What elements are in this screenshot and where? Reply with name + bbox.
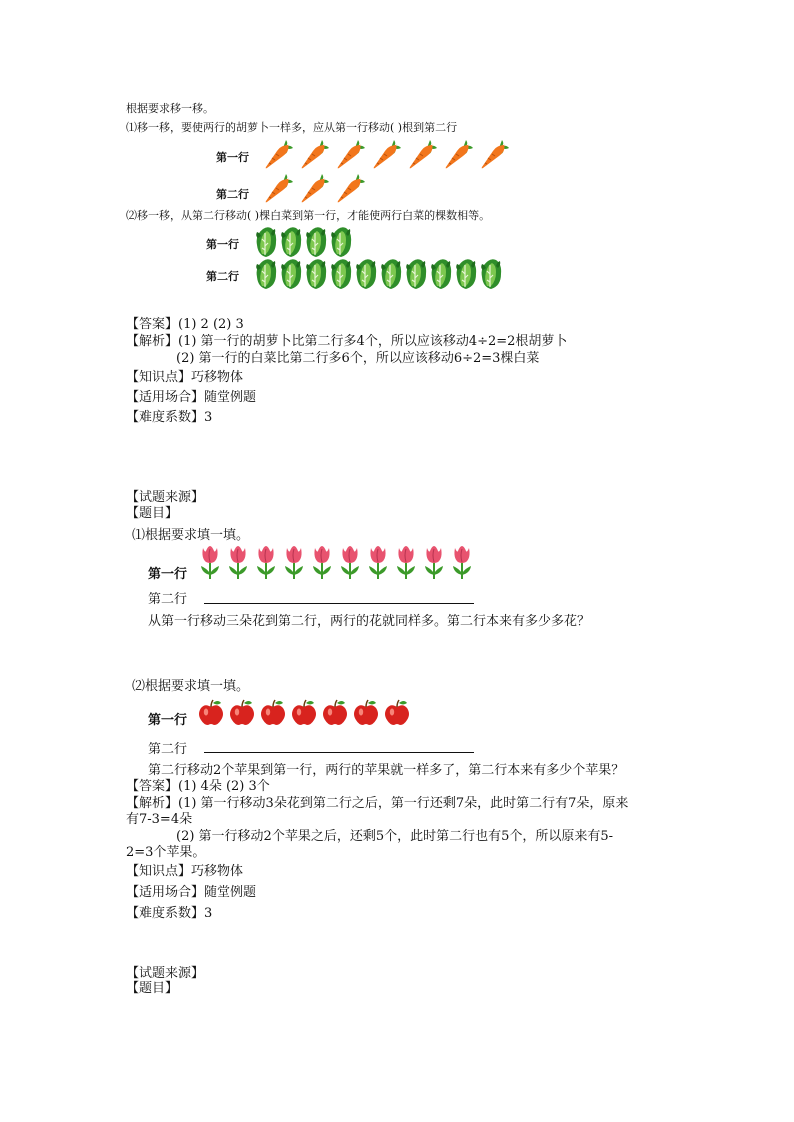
apple-row-1 [198,698,411,726]
carrot-icon [406,136,440,170]
carrot-icon [298,136,332,170]
fill-question-2: ⑵根据要求填一填。 [132,679,250,694]
fill-question-1: ⑴根据要求填一填。 [132,528,250,543]
carrot-icon [334,136,368,170]
cabbage-icon [304,224,328,258]
apple-icon [260,698,287,726]
analysis-1-line1: 【解析】(1) 第一行的胡萝卜比第二行多4个，所以应该移动4÷2=2根胡萝卜 [126,334,568,349]
flower-row-1 [198,545,474,579]
analysis-2-line3: (2) 第一行移动2个苹果之后，还剩5个，此时第二行也有5个，所以原来有5- [176,829,614,844]
apple-icon [384,698,411,726]
knowledge-point-1: 【知识点】巧移物体 [126,370,244,385]
answer-2: 【答案】(1) 4朵 (2) 3个 [126,779,270,794]
analysis-2-line2: 有7-3=4朵 [126,812,193,827]
tulip-icon [310,545,334,579]
carrot-row1-label: 第一行 [216,151,249,164]
apple-icon [291,698,318,726]
occasion-2: 【适用场合】随堂例题 [126,885,257,900]
apple-icon [198,698,225,726]
cabbage-icon [254,256,278,290]
cabbage-row1-label: 第一行 [206,238,239,251]
difficulty-1: 【难度系数】3 [126,410,213,425]
analysis-2-line4: 2=3个苹果。 [126,845,206,860]
occasion-1: 【适用场合】随堂例题 [126,390,257,405]
title-3: 【题目】 [126,981,179,996]
analysis-2-line1: 【解析】(1) 第一行移动3朵花到第二行之后，第一行还剩7朵，此时第二行有7朵，原来 [126,796,629,811]
question-1-text: ⑴移一移，要使两行的胡萝卜一样多，应从第一行移动( )根到第二行 [126,121,458,134]
carrot-icon [370,136,404,170]
source-2: 【试题来源】 [126,490,205,505]
cabbage-icon [379,256,403,290]
cabbage-icon [329,224,353,258]
apple-question-text: 第二行移动2个苹果到第一行，两行的苹果就一样多了，第二行本来有多少个苹果？ [148,763,625,778]
tulip-icon [254,545,278,579]
cabbage-icon [254,224,278,258]
cabbage-row2-label: 第二行 [206,270,239,283]
cabbage-icon [279,256,303,290]
carrot-row-1 [262,136,512,170]
analysis-1-line2: (2) 第一行的白菜比第二行多6个，所以应该移动6÷2=3棵白菜 [176,351,540,366]
intro-text: 根据要求移一移。 [126,102,214,115]
cabbage-icon [279,224,303,258]
knowledge-point-2: 【知识点】巧移物体 [126,864,244,879]
flower-row1-label: 第一行 [148,567,188,582]
difficulty-2: 【难度系数】3 [126,906,213,921]
apple-row1-label: 第一行 [148,713,188,728]
carrot-row2-label: 第二行 [216,188,249,201]
answer-1: 【答案】(1) 2 (2) 3 [126,317,244,332]
tulip-icon [282,545,306,579]
cabbage-icon [404,256,428,290]
carrot-icon [262,170,296,204]
cabbage-icon [304,256,328,290]
cabbage-row-2 [254,256,503,290]
tulip-icon [226,545,250,579]
apple-icon [322,698,349,726]
cabbage-row-1 [254,224,353,258]
carrot-icon [262,136,296,170]
tulip-icon [422,545,446,579]
apple-answer-line[interactable] [204,752,474,753]
flower-question-text: 从第一行移动三朵花到第二行，两行的花就同样多。第二行本来有多少多花？ [148,614,591,629]
source-3: 【试题来源】 [126,966,205,981]
cabbage-icon [429,256,453,290]
tulip-icon [450,545,474,579]
tulip-icon [366,545,390,579]
question-2-text: ⑵移一移，从第二行移动( )棵白菜到第一行，才能使两行白菜的棵数相等。 [126,209,491,222]
cabbage-icon [329,256,353,290]
title-2: 【题目】 [126,506,179,521]
cabbage-icon [354,256,378,290]
flower-row2-label: 第二行 [148,592,188,607]
apple-icon [353,698,380,726]
tulip-icon [394,545,418,579]
carrot-row-2 [262,170,368,204]
carrot-icon [442,136,476,170]
tulip-icon [338,545,362,579]
cabbage-icon [479,256,503,290]
cabbage-icon [454,256,478,290]
tulip-icon [198,545,222,579]
apple-row2-label: 第二行 [148,742,188,757]
apple-icon [229,698,256,726]
carrot-icon [478,136,512,170]
carrot-icon [298,170,332,204]
flower-answer-line[interactable] [204,603,474,604]
carrot-icon [334,170,368,204]
